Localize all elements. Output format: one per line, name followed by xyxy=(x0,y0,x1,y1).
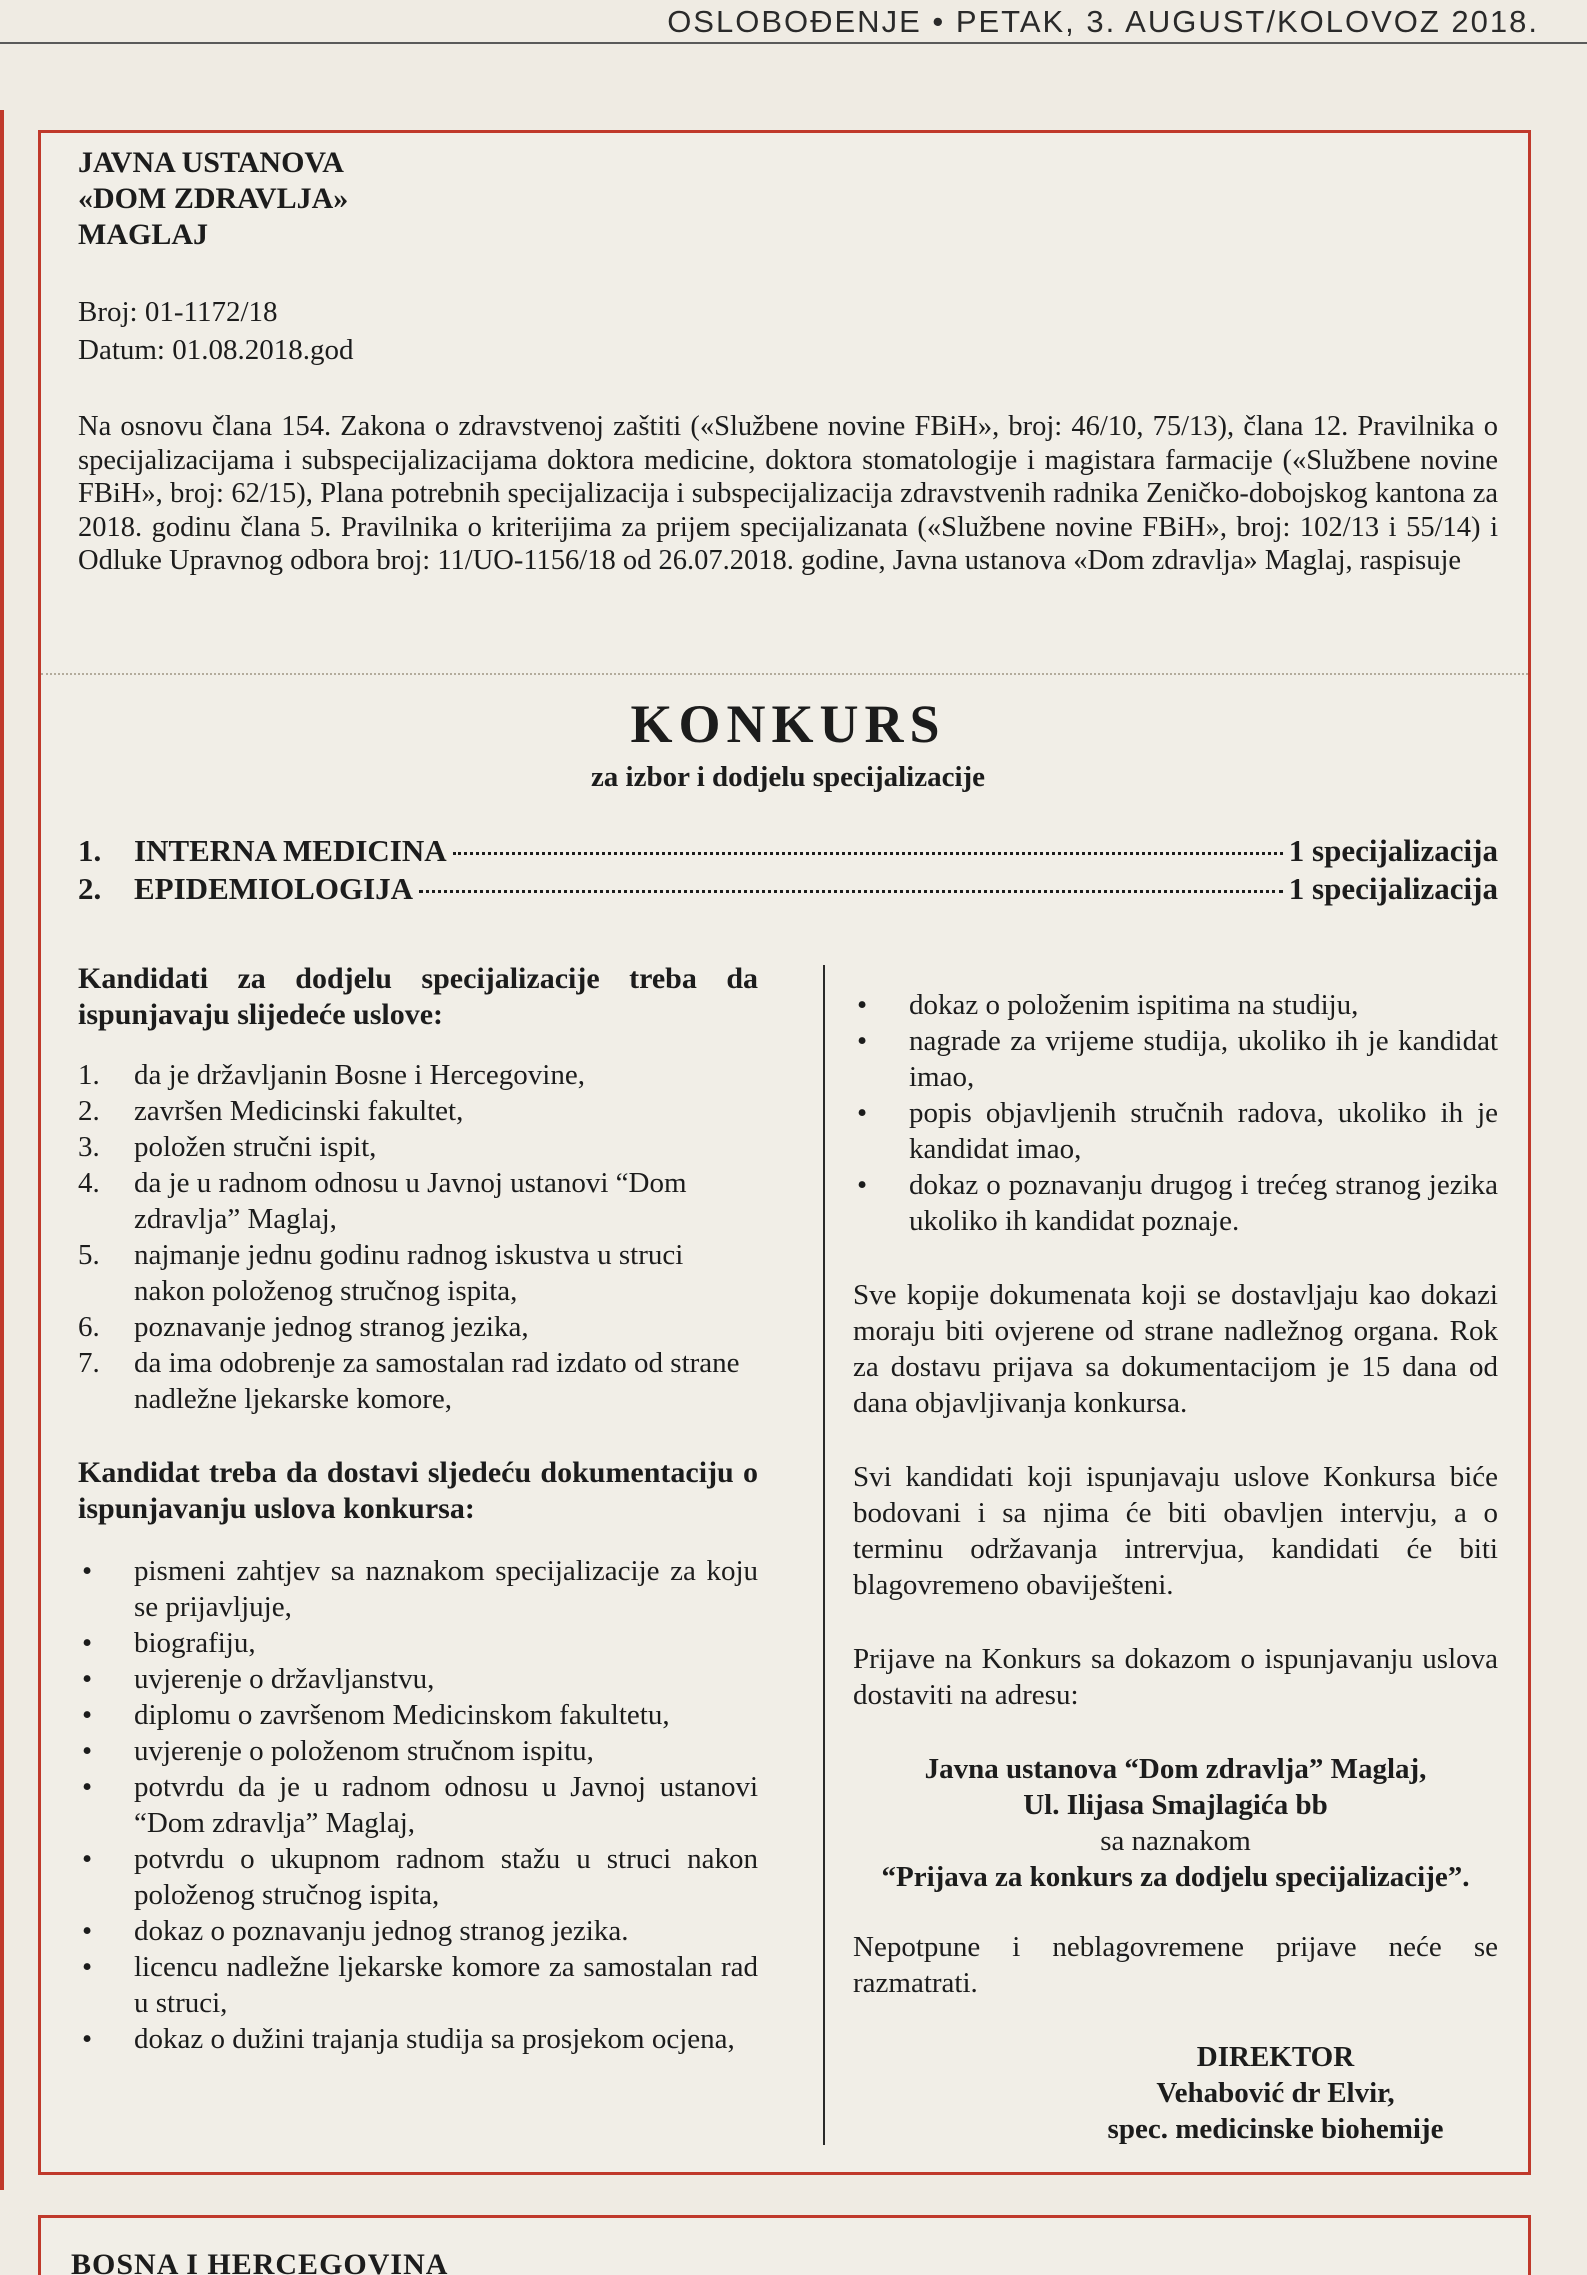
left-border-rule xyxy=(0,110,4,2190)
column-separator xyxy=(823,965,825,2145)
left-column xyxy=(78,961,758,2057)
item-number: 1. xyxy=(78,1059,100,1091)
item-text: uvjerenje o položenom stručnom ispitu, xyxy=(134,1735,594,1767)
item-text: najmanje jednu godinu radnog iskustva u struci nakon položenog stručnog ispita, xyxy=(134,1239,684,1307)
document-item xyxy=(78,1553,758,1625)
item-number: 2. xyxy=(78,1095,100,1127)
copies-note: Sve kopije dokumenata koji se dostavljaju kao dokazi moraju biti ovjerene od strane nadležnog organa. Rok za dostavu prijava sa dokumentacijom je 15 dana od dana objavljivanja konkursa. xyxy=(853,1279,1498,1419)
signature-block xyxy=(1053,2039,1498,2147)
address-line: “Prijava za konkurs za dodjelu specijalizacije”. xyxy=(881,1861,1470,1893)
document-item xyxy=(853,1023,1498,1095)
item-text: potvrdu o ukupnom radnom stažu u struci nakon položenog stručnog ispita, xyxy=(134,1843,758,1911)
item-text: dokaz o položenim ispitima na studiju, xyxy=(909,989,1359,1021)
document-item xyxy=(78,1661,758,1697)
document-item xyxy=(78,1625,758,1661)
item-text: potvrdu da je u radnom odnosu u Javnoj ustanovi “Dom zdravlja” Maglaj, xyxy=(134,1771,758,1839)
org-line: MAGLAJ xyxy=(78,218,208,251)
item-number: 6. xyxy=(78,1311,100,1343)
submission-note: Prijave na Konkurs sa dokazom o ispunjavanju uslova dostaviti na adresu: xyxy=(853,1643,1498,1711)
submission-address xyxy=(853,1751,1498,1895)
reference-block xyxy=(78,293,354,369)
specialization-row xyxy=(78,871,1498,909)
dot-leader xyxy=(419,890,1283,893)
item-text: da je državljanin Bosne i Hercegovine, xyxy=(134,1059,585,1091)
condition-item xyxy=(78,1345,758,1417)
reference-number: Broj: 01-1172/18 xyxy=(78,296,278,328)
bullet: • xyxy=(82,1663,93,1695)
document-item xyxy=(853,1167,1498,1239)
document-item xyxy=(853,1095,1498,1167)
specialization-list xyxy=(78,833,1498,909)
item-text: nagrade za vrijeme studija, ukoliko ih je kandidat imao, xyxy=(909,1025,1498,1093)
documents-heading: Kandidat treba da dostavi sljedeću dokumentaciju o ispunjavanju uslova konkursa: xyxy=(78,1456,758,1525)
bullet: • xyxy=(82,1699,93,1731)
item-text: popis objavljenih stručnih radova, ukoliko ih je kandidat imao, xyxy=(909,1097,1498,1165)
condition-item xyxy=(78,1129,758,1165)
document-item xyxy=(78,1949,758,2021)
bullet: • xyxy=(857,1025,868,1057)
document-item xyxy=(78,1841,758,1913)
item-number: 3. xyxy=(78,1131,100,1163)
condition-item xyxy=(78,1165,758,1237)
item-text: dokaz o dužini trajanja studija sa prosjekom ocjena, xyxy=(134,2023,735,2055)
director-title: DIREKTOR xyxy=(1196,2041,1355,2073)
bullet: • xyxy=(82,1735,93,1767)
director-name: Vehabović dr Elvir, xyxy=(1156,2077,1395,2109)
document-item xyxy=(78,1733,758,1769)
spec-name: INTERNA MEDICINA xyxy=(134,833,447,868)
bullet: • xyxy=(82,1555,93,1587)
spec-name: EPIDEMIOLOGIJA xyxy=(134,871,414,906)
dotted-divider xyxy=(41,673,1528,675)
address-line: Javna ustanova “Dom zdravlja” Maglaj, xyxy=(924,1753,1427,1785)
incomplete-note: Nepotpune i neblagovremene prijave neće se razmatrati. xyxy=(853,1931,1498,1999)
condition-item xyxy=(78,1057,758,1093)
condition-item xyxy=(78,1237,758,1309)
address-line: Ul. Ilijasa Smajlagića bb xyxy=(1023,1789,1328,1821)
item-text: uvjerenje o državljanstvu, xyxy=(134,1663,435,1695)
item-text: diplomu o završenom Medicinskom fakultetu, xyxy=(134,1699,670,1731)
konkurs-subtitle: za izbor i dodjelu specijalizacije xyxy=(590,761,986,793)
bullet: • xyxy=(82,2023,93,2055)
bullet: • xyxy=(857,1097,868,1129)
document-item xyxy=(78,1769,758,1841)
documents-list-continued xyxy=(853,987,1498,1239)
next-ad-title: BOSNA I HERCEGOVINA xyxy=(71,2248,449,2275)
item-text: položen stručni ispit, xyxy=(134,1131,377,1163)
director-role: spec. medicinske biohemije xyxy=(1107,2113,1444,2145)
organization-name xyxy=(78,145,348,253)
documents-list xyxy=(78,1553,758,2057)
org-line: JAVNA USTANOVA xyxy=(78,146,344,179)
item-number: 4. xyxy=(78,1167,100,1199)
item-text: poznavanje jednog stranog jezika, xyxy=(134,1311,529,1343)
bullet: • xyxy=(82,1915,93,1947)
newspaper-header xyxy=(0,0,1587,44)
document-item xyxy=(78,1697,758,1733)
dot-leader xyxy=(453,852,1283,855)
conditions-list xyxy=(78,1057,758,1417)
item-text: dokaz o poznavanju drugog i trećeg stranog jezika ukoliko ih kandidat poznaje. xyxy=(909,1169,1498,1237)
condition-item xyxy=(78,1309,758,1345)
document-item xyxy=(853,987,1498,1023)
preamble-text: Na osnovu člana 154. Zakona o zdravstvenoj zaštiti («Službene novine FBiH», broj: 46/10, 75/13), člana 12. Pravilnika o specijalizacijama i subspecijalizacijama doktora medicine, doktora stomatologije i magistara farmacije («Službene novine FBiH», broj: 62/15), Plana potrebnih specijalizacija i subspecijalizacija zdravstvenih radnika Zeničko-dobojskog kantona za 2018. godinu člana 5. Pravilnika o kriterijima za prijem specijalizanata («Službene novine FBiH», broj: 102/13 i 55/14) i Odluke Upravnog odbora broj: 11/UO-1156/18 od 26.07.2018. godine, Javna ustanova «Dom zdravlja» Maglaj, raspisuje xyxy=(78,411,1498,576)
interview-note: Svi kandidati koji ispunjavaju uslove Konkursa biće bodovani i sa njima će biti obavljen intervju, a o terminu održavanja intrervjua, kandidati će biti blagovremeno obaviješteni. xyxy=(853,1461,1498,1601)
next-advertisement xyxy=(38,2215,1531,2275)
conditions-heading: Kandidati za dodjelu specijalizacije treba da ispunjavaju slijedeće uslove: xyxy=(78,962,758,1031)
item-text: dokaz o poznavanju jednog stranog jezika. xyxy=(134,1915,629,1947)
item-text: licencu nadležne ljekarske komore za samostalan rad u struci, xyxy=(134,1951,758,2019)
bullet: • xyxy=(857,1169,868,1201)
bullet: • xyxy=(82,1843,93,1875)
bullet: • xyxy=(857,989,868,1021)
konkurs-title: KONKURS xyxy=(630,694,946,754)
document-item xyxy=(78,2021,758,2057)
spec-count: 1 specijalizacija xyxy=(1288,871,1498,906)
item-text: da ima odobrenje za samostalan rad izdato od strane nadležne ljekarske komore, xyxy=(134,1347,740,1415)
specialization-row xyxy=(78,833,1498,871)
item-text: završen Medicinski fakultet, xyxy=(134,1095,464,1127)
spec-number: 1. xyxy=(78,833,102,868)
job-advertisement xyxy=(38,130,1531,2175)
item-number: 7. xyxy=(78,1347,100,1379)
item-number: 5. xyxy=(78,1239,100,1271)
spec-count: 1 specijalizacija xyxy=(1288,833,1498,868)
bullet: • xyxy=(82,1771,93,1803)
ad-content xyxy=(78,133,1498,2172)
right-column xyxy=(853,961,1498,2147)
item-text: biografiju, xyxy=(134,1627,256,1659)
condition-item xyxy=(78,1093,758,1129)
address-line: sa naznakom xyxy=(1100,1825,1251,1857)
org-line: «DOM ZDRAVLJA» xyxy=(78,182,349,215)
reference-date: Datum: 01.08.2018.god xyxy=(78,334,354,366)
bullet: • xyxy=(82,1627,93,1659)
masthead-title: OSLOBOĐENJE • PETAK, 3. AUGUST/KOLOVOZ 2018. xyxy=(667,4,1539,39)
document-item xyxy=(78,1913,758,1949)
spec-number: 2. xyxy=(78,871,102,906)
item-text: pismeni zahtjev sa naznakom specijalizacije za koju se prijavljuje, xyxy=(134,1555,758,1623)
item-text: da je u radnom odnosu u Javnoj ustanovi “Dom zdravlja” Maglaj, xyxy=(134,1167,687,1235)
bullet: • xyxy=(82,1951,93,1983)
